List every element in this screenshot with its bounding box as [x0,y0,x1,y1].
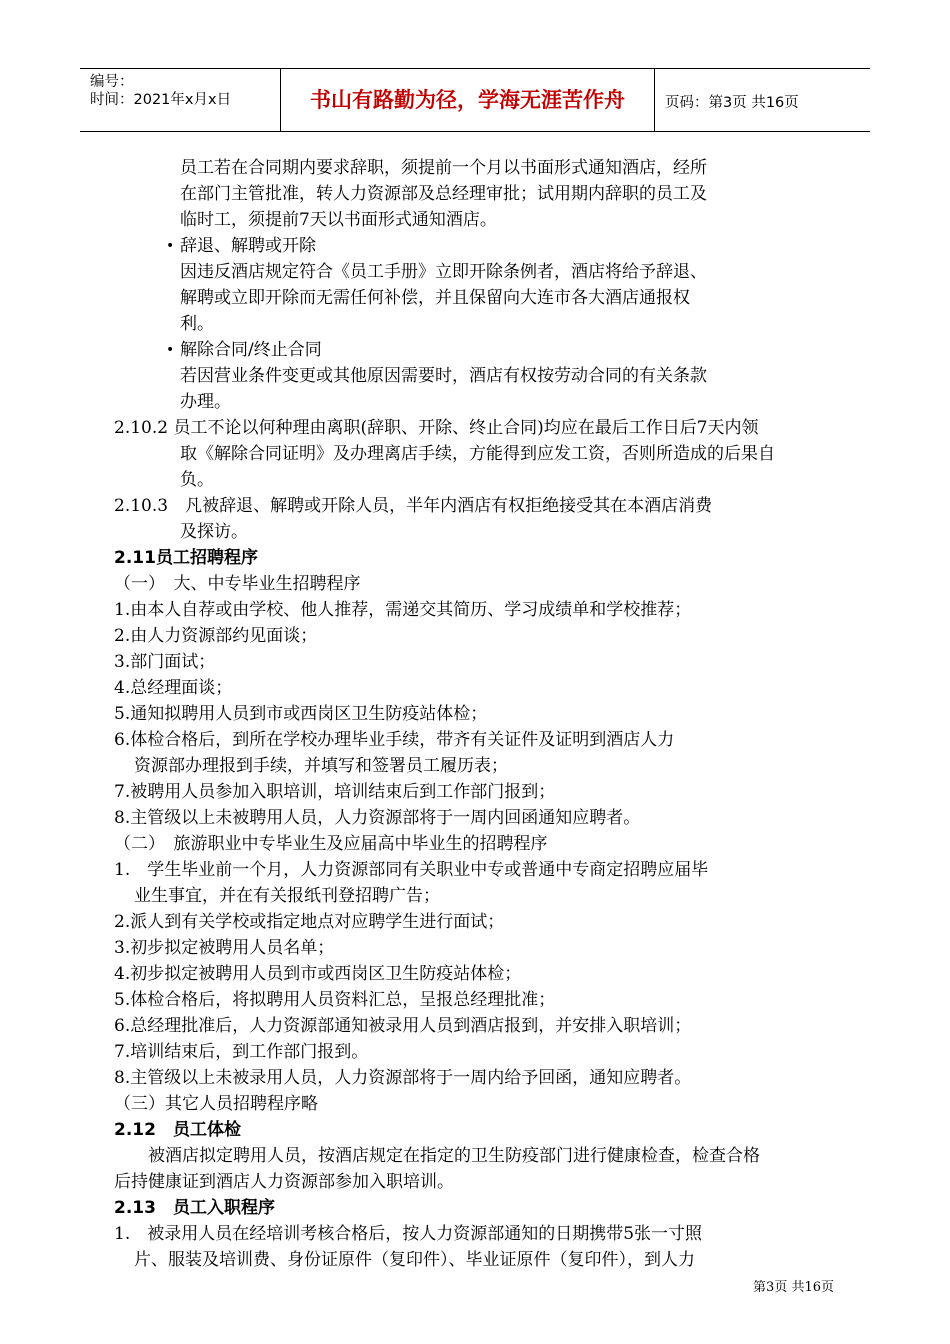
body-line: 后持健康证到酒店人力资源部参加入职培训。 [114,1172,454,1192]
body-line: 4.初步拟定被聘用人员到市或西岗区卫生防疫站体检； [114,964,522,984]
body-line: （一） 大、中专毕业生招聘程序 [114,574,361,594]
page-header [80,68,870,132]
body-line: 7.被聘用人员参加入职培训，培训结束后到工作部门报到； [114,782,556,802]
body-line: 若因营业条件变更或其他原因需要时，酒店有权按劳动合同的有关条款 [180,366,707,386]
section-heading: 2.13 员工入职程序 [114,1198,275,1218]
body-line: 7.培训结束后，到工作部门报到。 [114,1042,369,1062]
body-line: 3.初步拟定被聘用人员名单； [114,938,335,958]
section-heading: 2.12 员工体检 [114,1120,241,1140]
body-line: 临时工，须提前7天以书面形式通知酒店。 [180,210,497,230]
body-line: 解聘或立即开除而无需任何补偿，并且保留向大连市各大酒店通报权 [180,288,690,308]
body-line: 取《解除合同证明》及办理离店手续，方能得到应发工资，否则所造成的后果自 [180,444,775,464]
header-page-cell [655,69,870,131]
header-meta-cell [80,69,281,131]
body-line: 4.总经理面谈； [114,678,233,698]
body-line: 员工若在合同期内要求辞职，须提前一个月以书面形式通知酒店，经所 [180,158,707,178]
body-line: 3.部门面试； [114,652,216,672]
bullet-heading: 辞退、解聘或开除 [180,236,316,256]
body-line: 5.通知拟聘用人员到市或西岗区卫生防疫站体检； [114,704,488,724]
bullet-heading: 解除合同/终止合同 [180,340,322,360]
body-line: 2.10.3 凡被辞退、解聘或开除人员，半年内酒店有权拒绝接受其在本酒店消费 [114,496,713,516]
body-line: 2.由人力资源部约见面谈； [114,626,318,646]
body-line: （三）其它人员招聘程序略 [114,1094,318,1114]
body-line: 2.派人到有关学校或指定地点对应聘学生进行面试； [114,912,505,932]
body-line: 2.10.2 员工不论以何种理由离职(辞职、开除、终止合同)均应在最后工作日后7天内领 [114,418,759,438]
body-line: 1. 被录用人员在经培训考核合格后，按人力资源部通知的日期携带5张一寸照 [114,1224,703,1244]
bullet-icon: • [166,342,175,358]
body-line: 资源部办理报到手续，并填写和签署员工履历表； [134,756,508,776]
body-line: 6.体检合格后，到所在学校办理毕业手续，带齐有关证件及证明到酒店人力 [114,730,675,750]
body-line: 负。 [180,470,214,490]
body-line: 8.主管级以上未被聘用人员，人力资源部将于一周内回函通知应聘者。 [114,808,641,828]
body-line: 办理。 [180,392,231,412]
body-line: 6.总经理批准后，人力资源部通知被录用人员到酒店报到，并安排入职培训； [114,1016,692,1036]
body-line: 片、服装及培训费、身份证原件（复印件）、毕业证原件（复印件），到人力 [134,1250,695,1270]
body-line: 5.体检合格后，将拟聘用人员资料汇总，呈报总经理批准； [114,990,556,1010]
bullet-icon: • [166,238,175,254]
body-line: 1.由本人自荐或由学校、他人推荐，需递交其简历、学习成绩单和学校推荐； [114,600,692,620]
header-page-number: 页码：第3页 共16页 [665,95,799,111]
body-line: 因违反酒店规定符合《员工手册》立即开除条例者，酒店将给予辞退、 [180,262,707,282]
section-heading: 2.11员工招聘程序 [114,548,258,568]
body-line: 1. 学生毕业前一个月，人力资源部同有关职业中专或普通中专商定招聘应届毕 [114,860,709,880]
header-motto: 书山有路勤为径，学海无涯苦作舟 [310,88,625,112]
document-number-label: 编号： [90,74,134,90]
body-line: （二） 旅游职业中专毕业生及应届高中毕业生的招聘程序 [114,834,548,854]
body-line: 利。 [180,314,214,334]
body-line: 在部门主管批准，转人力资源部及总经理审批；试用期内辞职的员工及 [180,184,707,204]
body-line: 被酒店拟定聘用人员，按酒店规定在指定的卫生防疫部门进行健康检查，检查合格 [148,1146,760,1166]
document-date-label: 时间：2021年x月x日 [90,92,232,108]
body-line: 8.主管级以上未被录用人员，人力资源部将于一周内给予回函，通知应聘者。 [114,1068,692,1088]
body-line: 及探访。 [180,522,248,542]
header-motto-cell [281,69,655,131]
body-line: 业生事宜，并在有关报纸刊登招聘广告； [134,886,440,906]
footer-page-number: 第3页 共16页 [753,1280,834,1295]
